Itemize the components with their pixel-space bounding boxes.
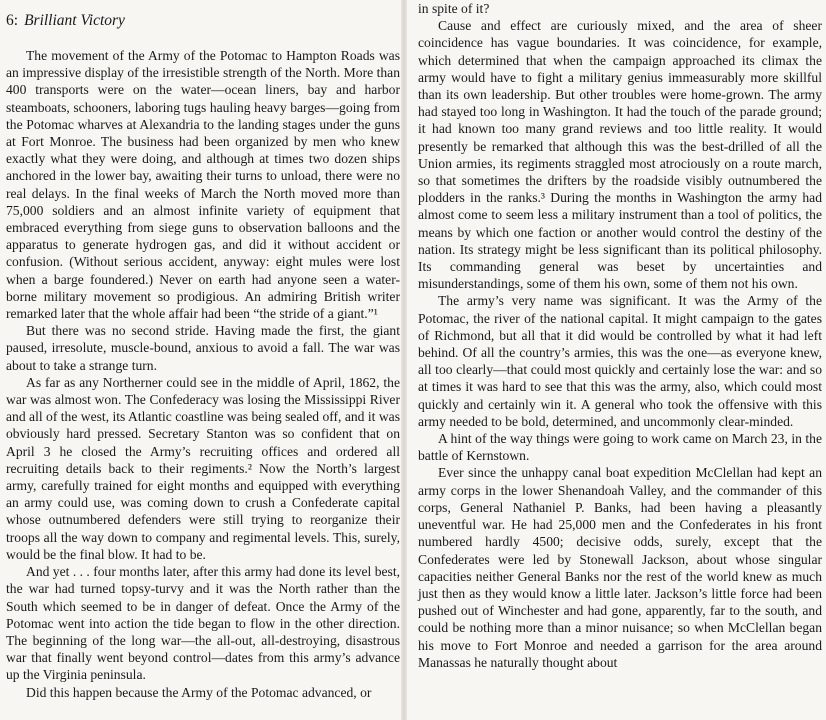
running-head [6,12,400,30]
right-page [406,0,826,720]
left-paragraph: Did this happen because the Army of the Potomac advanced, or [26,684,372,700]
left-page [0,0,404,720]
right-paragraph: in spite of it? [418,1,490,16]
chapter-title: Brilliant Victory [24,12,125,29]
right-paragraph: A hint of the way things were going to work came on March 23, in the battle of Kernstown. [418,431,822,464]
left-paragraph: As far as any Northerner could see in the middle of April, 1862, the war was almost won. The Confederacy was losing the Mississippi River and all of the west, its Atlantic coastline was being sealed off, and it was obviously hard pressed. Secretary Stanton was so confident that on April 3 he closed the Army’s recruiting offices and ordered all recruiting details back to their regiments.² Now the North’s largest army, carefully trained for eight months and equipped with everything an army could use, was coming down to crush a Confederate capital whose outnumbered defenders were still trying to reorganize their troops all the way down to company and regimental levels. This, surely, would be the final blow. It had to be. [6,374,400,562]
right-paragraph: Cause and effect are curiously mixed, and the area of sheer coincidence has vague boundaries. It was coincidence, for example, which determined that when the campaign approached its climax the army would have to fight a military genius immeasurably more skillful than its own leadership. But other troubles were home-grown. The army had stayed too long in Washington. It had the touch of the parade ground; it had known too many grand reviews and too little reality. It would presently be remarked that although this was the best-drilled of all the Union armies, its regiments straggled most atrociously on a route march, so that sometimes the drifters by the roadside visibly outnumbered the plodders in the ranks.³ During the months in Washington the army had almost come to seem less a military instrument than a tool of politics, the means by which one faction or another would control the destiny of the nation. Its strategy might be less significant than its political philosophy. Its commanding general was beset by uncertainties and misunderstandings, some of them his own, some of them not his own. [418,18,822,292]
left-paragraph: The movement of the Army of the Potomac to Hampton Roads was an impressive display of the irresistible strength of the North. More than 400 transports were on the water—ocean liners, bay and harbor steamboats, schooners, laboring tugs hauling heavy barges—going from the Potomac wharves at Alexandria to the landing stages under the guns at Fort Monroe. The business had been organized by men who knew exactly what they were doing, and although at times two dozen ships anchored in the lower bay, awaiting their turns to unload, there were no real delays. In the final weeks of March the North moved more than 75,000 soldiers and an almost infinite variety of equipment that embraced everything from siege guns to observation balloons and the apparatus to generate hydrogen gas, and did it without accident or confusion. (Without serious accident, anyway: eight mules were lost when a barge foundered.) Never on earth had anyone seen a water-borne military movement so prodigious. An admiring British writer remarked later that the whole affair had been “the stride of a giant.”¹ [6,48,400,322]
page-number: 6: [6,12,19,29]
right-paragraph: The army’s very name was significant. It was the Army of the Potomac, the river of the national capital. It might campaign to the gates of Richmond, but all that it did would be controlled by what it had left behind. Of all the country’s armies, this was the one—as everyone knew, all too clearly—that could most quickly and certainly lose the war: and so at times it was hard to see that this was the army, also, which could most quickly and certainly win it. A general who took the offensive with this army needed to be bold, determined, and uncommonly clear-minded. [418,293,822,429]
left-paragraph: But there was no second stride. Having made the first, the giant paused, irresolute, muscle-bound, anxious to avoid a fall. The war was about to take a strange turn. [6,323,400,373]
right-paragraph: Ever since the unhappy canal boat expedition McClellan had kept an army corps in the lower Shenandoah Valley, and the commander of this corps, General Nathaniel P. Banks, had been having a pleasantly uneventful war. He had 25,000 men and the Confederates in his front numbered hardly 4500; decisive odds, surely, except that the Confederates were led by Stonewall Jackson, about whose singular capacities neither General Banks nor the rest of the world knew as much just then as they would know a little later. Jackson’s little force had been pushed out of Winchester and had gone, apparently, far to the south, and could be nothing more than a minor nuisance; so when McClellan began his move to Fort Monroe and needed a garrison for the area around Manassas he naturally thought about [418,465,822,670]
left-paragraph: And yet . . . four months later, after this army had done its level best, the war had turned topsy-turvy and it was the North rather than the South which seemed to be in danger of defeat. Once the Army of the Potomac went into action the tide began to flow in the other direction. The beginning of the long war—the all-out, all-destroying, disastrous war that finally went beyond control—dates from this army’s advance up the Virginia peninsula. [6,564,400,683]
